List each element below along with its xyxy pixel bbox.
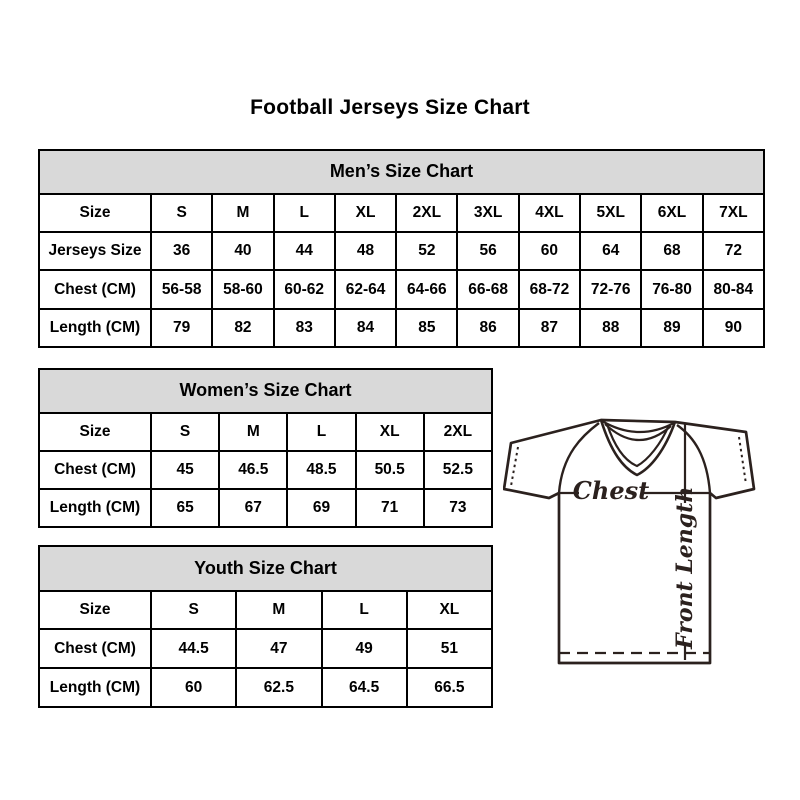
value-cell: 66.5 — [407, 668, 492, 707]
column-header-cell: L — [274, 194, 335, 232]
column-header-cell: 6XL — [641, 194, 702, 232]
column-header-cell: L — [322, 591, 407, 630]
value-cell: 51 — [407, 629, 492, 668]
value-cell: 60 — [519, 232, 580, 270]
column-header-cell: M — [219, 413, 287, 451]
table-banner-row — [39, 150, 764, 194]
value-cell: 62-64 — [335, 270, 396, 308]
table-title: Men’s Size Chart — [39, 150, 764, 194]
jersey-illustration-icon — [503, 402, 775, 694]
value-cell: 52.5 — [424, 451, 492, 489]
value-cell: 44.5 — [151, 629, 236, 668]
youth-size-table — [38, 545, 493, 708]
value-cell: 89 — [641, 309, 702, 347]
table-row — [39, 413, 492, 451]
column-header-cell: 7XL — [703, 194, 764, 232]
column-header-cell: L — [287, 413, 355, 451]
value-cell: 58-60 — [212, 270, 273, 308]
table-row — [39, 629, 492, 668]
table-row — [39, 668, 492, 707]
row-label-cell: Length (CM) — [39, 668, 151, 707]
column-header-cell: M — [212, 194, 273, 232]
row-label-cell: Size — [39, 194, 151, 232]
value-cell: 72-76 — [580, 270, 641, 308]
value-cell: 47 — [236, 629, 321, 668]
value-cell: 48.5 — [287, 451, 355, 489]
row-label-cell: Chest (CM) — [39, 629, 151, 668]
value-cell: 66-68 — [457, 270, 518, 308]
value-cell: 83 — [274, 309, 335, 347]
youth-size-table-container — [38, 545, 493, 708]
column-header-cell: 2XL — [396, 194, 457, 232]
column-header-cell: 2XL — [424, 413, 492, 451]
row-label-cell: Length (CM) — [39, 309, 151, 347]
value-cell: 87 — [519, 309, 580, 347]
value-cell: 80-84 — [703, 270, 764, 308]
chest-measure-label: Chest — [572, 476, 650, 505]
mens-size-table — [38, 149, 765, 348]
table-title: Youth Size Chart — [39, 546, 492, 591]
value-cell: 45 — [151, 451, 219, 489]
value-cell: 56-58 — [151, 270, 212, 308]
value-cell: 82 — [212, 309, 273, 347]
row-label-cell: Length (CM) — [39, 489, 151, 527]
value-cell: 50.5 — [356, 451, 424, 489]
table-row — [39, 591, 492, 630]
column-header-cell: 3XL — [457, 194, 518, 232]
value-cell: 65 — [151, 489, 219, 527]
table-row — [39, 194, 764, 232]
column-header-cell: 4XL — [519, 194, 580, 232]
page-title: Football Jerseys Size Chart — [250, 96, 530, 119]
mens-size-table-container — [38, 149, 765, 348]
column-header-cell: XL — [356, 413, 424, 451]
table-row — [39, 451, 492, 489]
column-header-cell: M — [236, 591, 321, 630]
value-cell: 60-62 — [274, 270, 335, 308]
table-row — [39, 232, 764, 270]
table-title: Women’s Size Chart — [39, 369, 492, 413]
value-cell: 67 — [219, 489, 287, 527]
value-cell: 72 — [703, 232, 764, 270]
value-cell: 48 — [335, 232, 396, 270]
value-cell: 76-80 — [641, 270, 702, 308]
column-header-cell: XL — [335, 194, 396, 232]
value-cell: 71 — [356, 489, 424, 527]
table-banner-row — [39, 369, 492, 413]
row-label-cell: Jerseys Size — [39, 232, 151, 270]
table-row — [39, 309, 764, 347]
value-cell: 84 — [335, 309, 396, 347]
value-cell: 64 — [580, 232, 641, 270]
value-cell: 79 — [151, 309, 212, 347]
value-cell: 56 — [457, 232, 518, 270]
row-label-cell: Size — [39, 591, 151, 630]
front-length-measure-label: Front Length — [672, 486, 698, 649]
value-cell: 36 — [151, 232, 212, 270]
column-header-cell: S — [151, 413, 219, 451]
womens-size-table — [38, 368, 493, 528]
womens-size-table-container — [38, 368, 493, 528]
row-label-cell: Chest (CM) — [39, 451, 151, 489]
column-header-cell: XL — [407, 591, 492, 630]
table-row — [39, 270, 764, 308]
value-cell: 86 — [457, 309, 518, 347]
value-cell: 85 — [396, 309, 457, 347]
value-cell: 49 — [322, 629, 407, 668]
value-cell: 60 — [151, 668, 236, 707]
table-row — [39, 489, 492, 527]
value-cell: 68 — [641, 232, 702, 270]
table-banner-row — [39, 546, 492, 591]
value-cell: 52 — [396, 232, 457, 270]
column-header-cell: S — [151, 591, 236, 630]
value-cell: 69 — [287, 489, 355, 527]
value-cell: 64.5 — [322, 668, 407, 707]
value-cell: 68-72 — [519, 270, 580, 308]
jersey-body-outline — [504, 420, 754, 663]
value-cell: 90 — [703, 309, 764, 347]
value-cell: 40 — [212, 232, 273, 270]
value-cell: 46.5 — [219, 451, 287, 489]
value-cell: 62.5 — [236, 668, 321, 707]
jersey-measurement-diagram — [503, 402, 775, 694]
value-cell: 73 — [424, 489, 492, 527]
column-header-cell: S — [151, 194, 212, 232]
column-header-cell: 5XL — [580, 194, 641, 232]
value-cell: 88 — [580, 309, 641, 347]
row-label-cell: Chest (CM) — [39, 270, 151, 308]
value-cell: 44 — [274, 232, 335, 270]
row-label-cell: Size — [39, 413, 151, 451]
value-cell: 64-66 — [396, 270, 457, 308]
